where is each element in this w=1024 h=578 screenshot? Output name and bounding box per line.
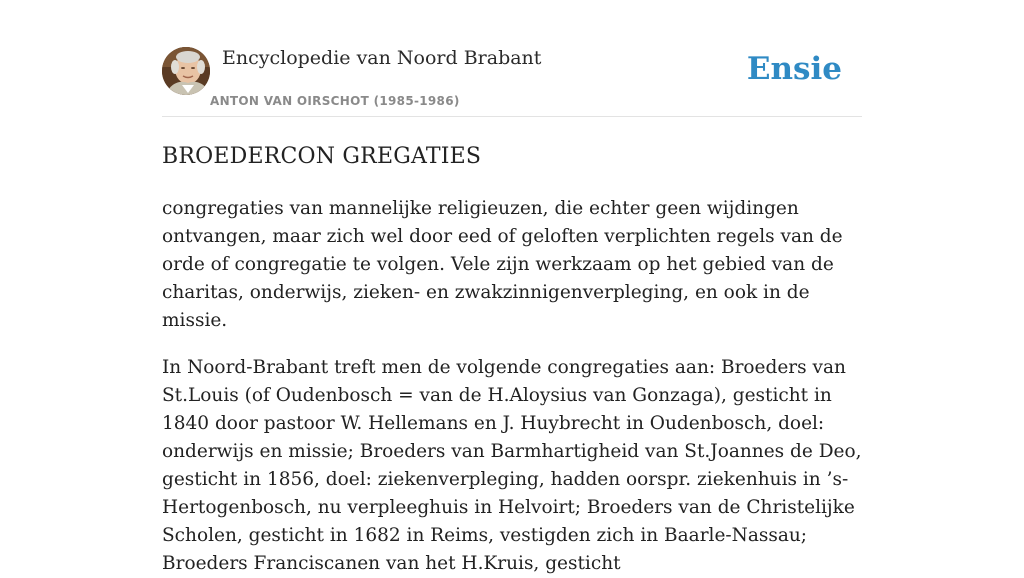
header xyxy=(162,0,862,117)
article-headword: BROEDERCON GREGATIES xyxy=(162,144,482,169)
author-name[interactable]: ANTON VAN OIRSCHOT (1985-1986) xyxy=(210,94,460,108)
author-avatar[interactable] xyxy=(162,47,210,95)
page xyxy=(162,0,862,578)
article-paragraph: In Noord-Brabant treft men de volgende congregaties aan: Broeders van St.Louis (of Oudenbosch = van de H.Aloysius van Gonzaga), gesticht in 1840 door pastoor W. Hellemans en J. Huybrecht in Oudenbosch, doel: onderwijs en missie; Broeders van Barmhartigheid van St.Joannes de Deo, gesticht in 1856, doel: ziekenverpleging, hadden oorspr. ziekenhuis in ’s-Hertogenbosch, nu verpleeghuis in Helvoirt; Broeders van de Christelijke Scholen, gesticht in 1682 in Reims, vestigden zich in Baarle-Nassau; Broeders Franciscanen van het H.Kruis, gesticht xyxy=(162,357,862,574)
article-body xyxy=(162,195,862,578)
article-paragraph: congregaties van mannelijke religieuzen, die echter geen wijdingen ontvangen, maar zich wel door eed of geloften verplichten regels van de orde of congregatie te volgen. Vele zijn werkzaam op het gebied van de charitas, onderwijs, zieken- en zwakzinnigenverpleging, en ook in de missie. xyxy=(162,198,843,331)
avatar-image xyxy=(162,47,210,95)
ensie-logo[interactable]: Ensie xyxy=(746,51,842,87)
encyclopedia-title[interactable]: Encyclopedie van Noord Brabant xyxy=(222,47,542,69)
